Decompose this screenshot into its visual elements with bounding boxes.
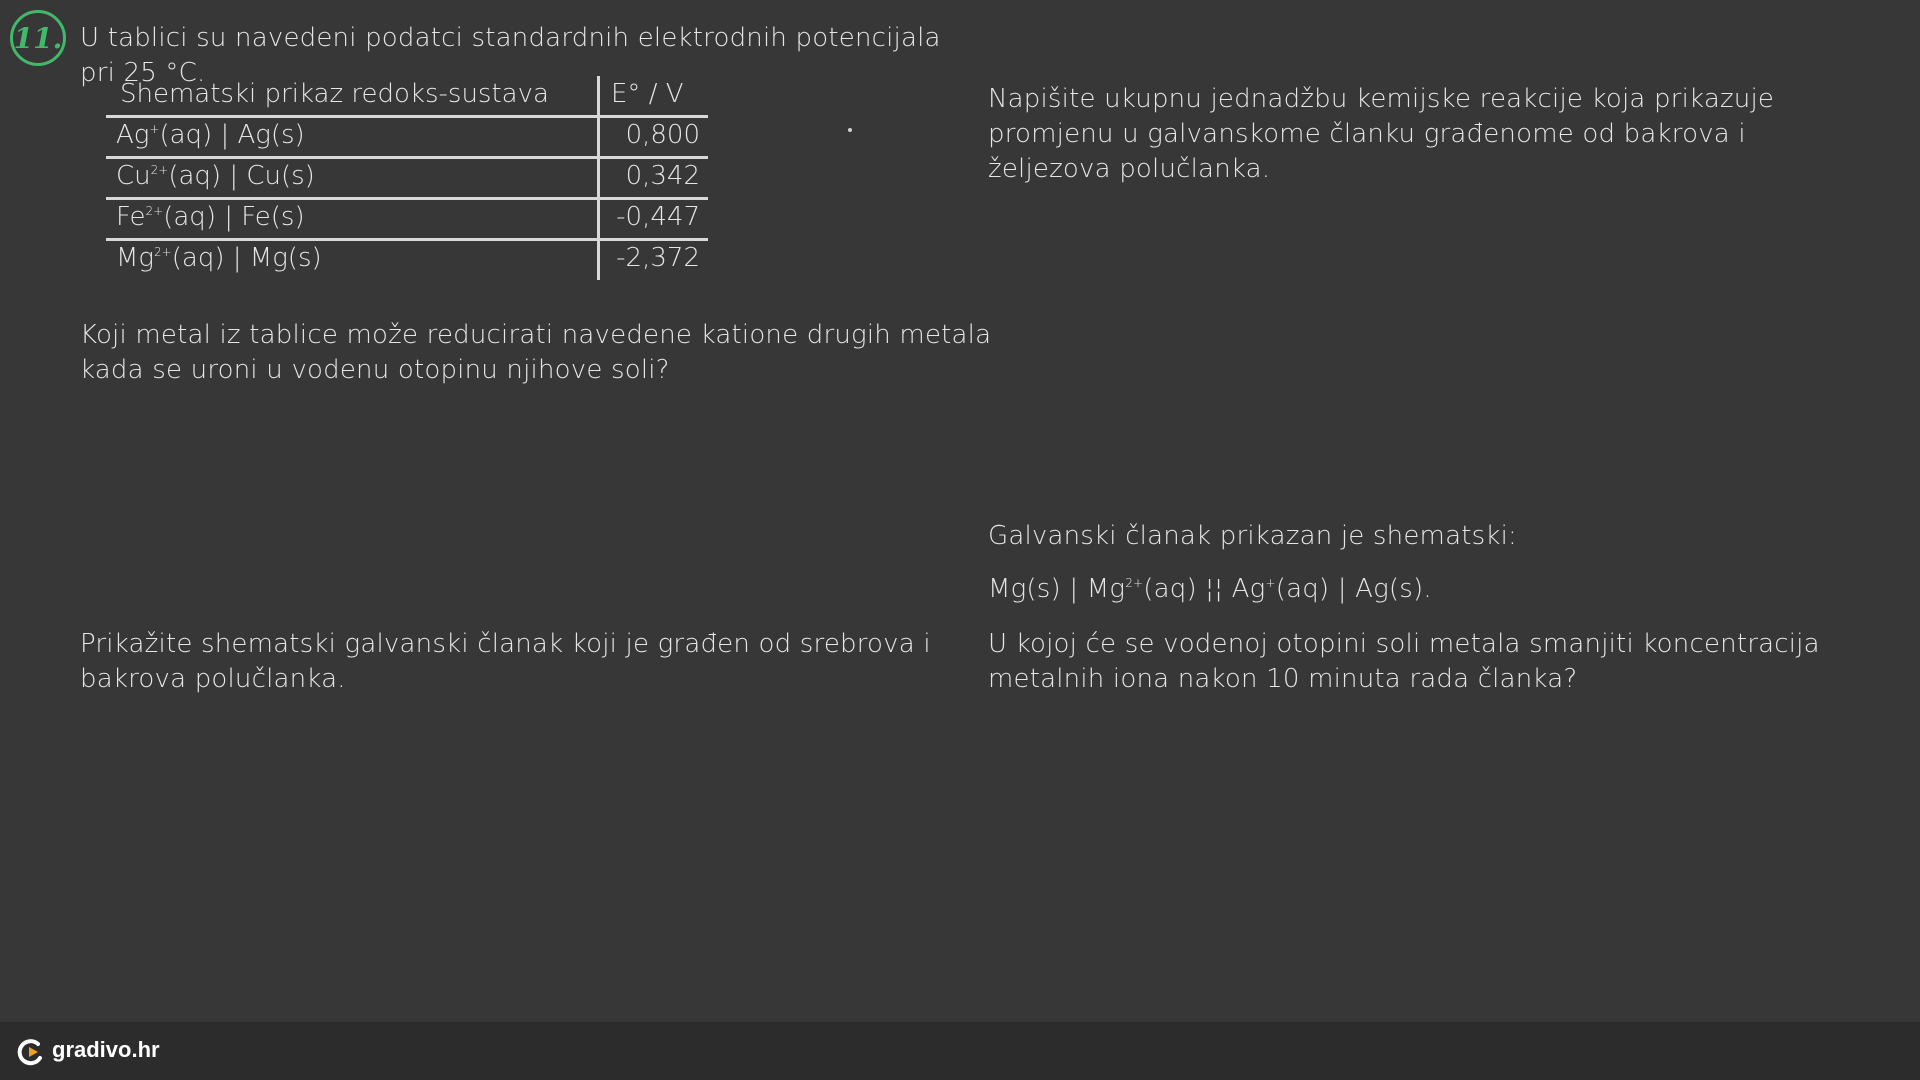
potential-value: 0,342 <box>625 161 700 191</box>
task-number: 11. <box>13 22 63 55</box>
brand-name[interactable]: gradivo.hr <box>52 1037 160 1062</box>
question-overall-equation: Napišite ukupnu jednadžbu kemijske reakcije koja prikazuje promjenu u galvanskome članku građenome od bakrova i željezova polučlanka. <box>988 84 1775 184</box>
potentials-table <box>106 74 708 279</box>
redox-scheme: $Fe^{2+}(aq)$ | Fe(s) <box>116 202 305 232</box>
redox-scheme: $Cu^{2+}(aq)$ | Cu(s) <box>116 161 315 191</box>
table-header-row <box>106 74 708 115</box>
potential-value: -0,447 <box>616 202 700 232</box>
table-row <box>106 115 708 156</box>
stray-dot <box>848 128 852 132</box>
potential-value: 0,800 <box>625 120 700 150</box>
table-header-scheme: Shematski prikaz redoks-sustava <box>120 79 549 109</box>
table-row <box>106 156 708 197</box>
table-row <box>106 238 708 279</box>
table-header-potential: E° / V <box>611 79 684 109</box>
gradivo-logo-icon[interactable] <box>16 1037 46 1067</box>
potential-value: -2,372 <box>616 243 700 273</box>
question-reducing-metal: Koji metal iz tablice može reducirati navedene katione drugih metala kada se uroni u vodenu otopinu njihove soli? <box>80 320 992 385</box>
redox-scheme: $Mg^{2+}(aq)$ | Mg(s) <box>116 243 322 273</box>
redox-scheme: Ag+(aq) | Ag(s) <box>116 120 305 150</box>
question-concentration-decrease: U kojoj će se vodenoj otopini soli metala smanjiti koncentracija metalnih iona nakon 10 minuta rada članka? <box>988 629 1820 694</box>
footer-bar <box>0 1022 1920 1080</box>
task-intro: U tablici su navedeni podatci standardnih elektrodnih potencijala pri 25 °C. <box>80 23 941 88</box>
galvanic-cell-scheme: Mg(s) | $Mg^{2+}(aq)$ ¦¦ Ag+(aq) | Ag(s). <box>988 574 1432 604</box>
question-cell-scheme: Prikažite shematski galvanski članak koji je građen od srebrova i bakrova polučlanka. <box>80 629 931 694</box>
table-row <box>106 197 708 238</box>
galvanic-cell-intro: Galvanski članak prikazan je shematski: <box>988 521 1517 551</box>
task-number-badge <box>10 10 66 66</box>
